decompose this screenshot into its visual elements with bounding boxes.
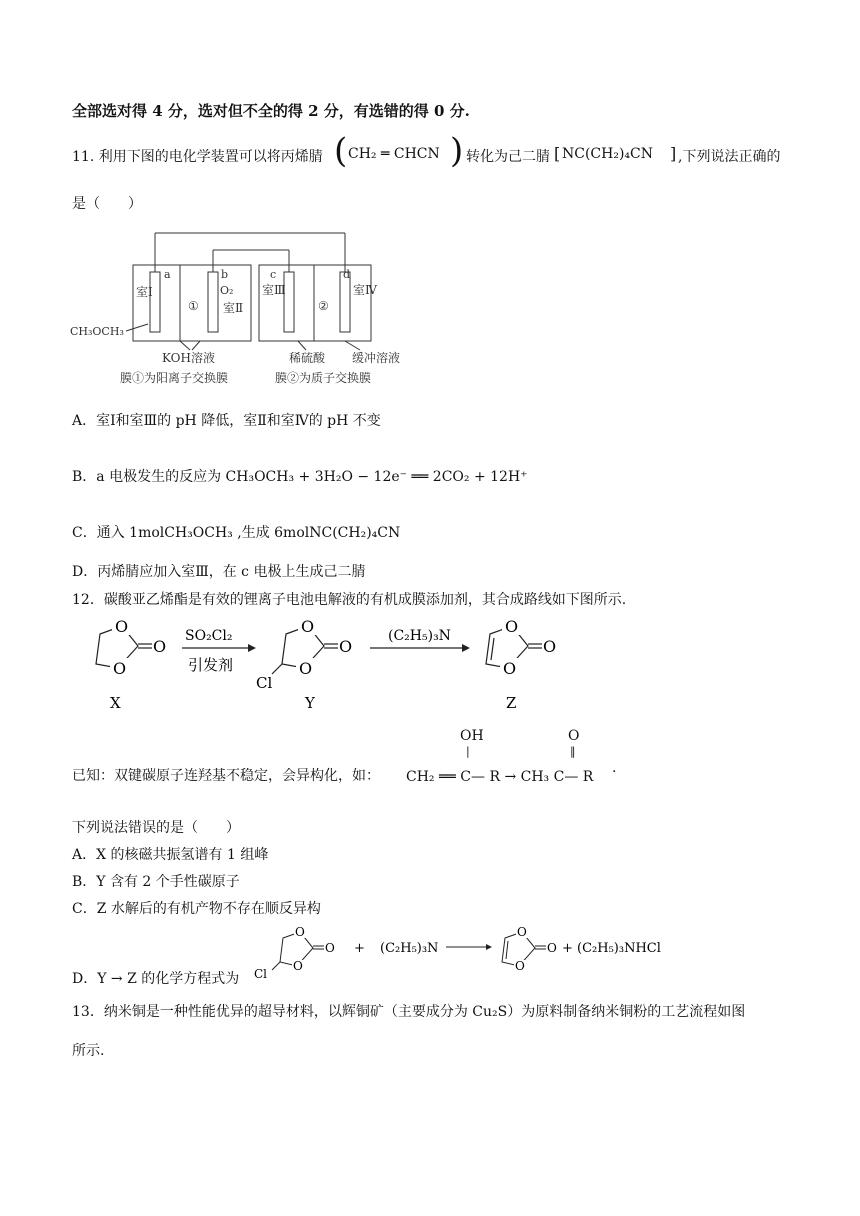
q12-question: 下列说法错误的是（ ） (72, 820, 240, 836)
reagent-1-bottom: 引发剂 (188, 656, 234, 674)
svg-text:O: O (325, 941, 335, 955)
room4-label: 室Ⅳ (353, 283, 377, 297)
z-o-bottom: O (503, 659, 517, 678)
q12-option-d-prefix: D．Y → Z 的化学方程式为 (72, 971, 240, 987)
label-d: d (343, 268, 351, 281)
membrane1-label: ① (188, 299, 199, 313)
h2so4-label: 稀硫酸 (289, 351, 326, 365)
molecule-y (256, 617, 352, 712)
molecule-z (486, 617, 556, 712)
d-plus: + (354, 941, 365, 956)
room2-label: 室Ⅱ (223, 301, 244, 315)
electrode-d (340, 272, 350, 332)
label-c: c (270, 268, 277, 281)
q11-reactant: CH₂ ═ CHCN (348, 146, 440, 162)
d-molecule-z (502, 925, 557, 973)
svg-text:O: O (295, 925, 305, 939)
membrane1-note: 膜①为阳离子交换膜 (120, 371, 229, 385)
arrow-1-head (248, 644, 256, 652)
buffer-pointer (345, 341, 360, 350)
synthesis-scheme (70, 612, 590, 722)
q12-option-c: C．Z 水解后的有机产物不存在顺反异构 (72, 901, 321, 917)
svg-text:O: O (515, 959, 525, 973)
d-reagent: (C₂H₅)₃N (380, 941, 439, 956)
reagent-2-top: (C₂H₅)₃N (388, 628, 451, 644)
y-o-bottom: O (299, 659, 313, 678)
q12-option-b: B．Y 含有 2 个手性碳原子 (72, 874, 240, 890)
q11-paren-open: ( (334, 131, 348, 171)
room1-label: 室Ⅰ (136, 285, 153, 299)
y-cl: Cl (256, 674, 273, 692)
q12-known-end: . (612, 760, 617, 776)
q12-intro: 12．碳酸亚乙烯酯是有效的锂离子电池电解液的有机成膜添加剂，其合成路线如下图所示. (72, 592, 627, 608)
q12-option-a: A．X 的核磁共振氢谱有 1 组峰 (72, 847, 269, 863)
koh-pointer-2 (192, 341, 200, 350)
q11-paren-close: ) (450, 131, 464, 171)
known-bond-2: ‖ (570, 745, 576, 758)
q11-option-b: B．a 电极发生的反应为 CH₃OCH₃ + 3H₂O − 12e⁻ ══ 2CO₂ + 12H⁺ (72, 469, 528, 485)
label-z: Z (506, 694, 517, 712)
d-cl: Cl (254, 967, 268, 981)
q12-known-prefix: 已知：双键碳原子连羟基不稳定，会异构化，如： (72, 768, 380, 784)
x-o-carbonyl: O (153, 637, 167, 656)
q12-known-eq: CH₂ ══ C— R → CH₃ C— R (406, 769, 594, 785)
koh-label: KOH溶液 (162, 351, 215, 365)
q11-intro: 11. 利用下图的电化学装置可以将丙烯腈 (72, 149, 323, 165)
q11-option-d: D．丙烯腈应加入室Ⅲ，在 c 电极上生成己二腈 (72, 564, 366, 580)
electrode-b (208, 272, 218, 332)
label-b: b (221, 268, 229, 281)
o2-label: O₂ (220, 284, 234, 297)
reagent-1-top: SO₂Cl₂ (185, 628, 233, 644)
feed-arrow (126, 324, 148, 331)
electrochem-diagram (70, 228, 420, 393)
acid-pointer (298, 341, 306, 350)
known-o: O (568, 728, 580, 744)
label-x: X (110, 694, 121, 712)
membrane2-note: 膜②为质子交换膜 (275, 371, 372, 385)
svg-text:O: O (517, 925, 527, 939)
svg-text:O: O (547, 941, 557, 955)
known-bond-1: | (466, 745, 470, 758)
d-molecule-y (254, 925, 335, 981)
d-arrow-head (486, 944, 492, 950)
q11-bracket-open: [ (554, 144, 561, 163)
y-o-carbonyl: O (339, 637, 353, 656)
z-o-carbonyl: O (543, 637, 557, 656)
q11-convert: 转化为己二腈 (466, 149, 550, 165)
electrode-a (150, 272, 160, 332)
q13-line2: 所示. (72, 1043, 105, 1059)
room3-label: 室Ⅲ (262, 283, 286, 297)
feed-label: CH₃OCH₃ (70, 325, 124, 338)
x-o-top: O (115, 617, 129, 636)
q13-line1: 13．纳米铜是一种性能优异的超导材料，以辉铜矿（主要成分为 Cu₂S）为原料制备纳米铜粉的工艺流程如图 (72, 1004, 746, 1020)
scoring-note: 全部选对得 4 分，选对但不全的得 2 分，有选错的得 0 分. (72, 102, 470, 120)
known-oh: OH (460, 728, 484, 744)
q11-option-c: C．通入 1molCH₃OCH₃ ,生成 6molNC(CH₂)₄CN (72, 525, 401, 541)
buffer-label: 缓冲溶液 (352, 351, 401, 365)
q11-line2: 是（ ） (72, 196, 142, 212)
label-a: a (164, 268, 171, 281)
molecule-x (96, 617, 166, 712)
q11-bracket-close: ] (670, 144, 677, 163)
q11-option-a: A．室Ⅰ和室Ⅲ的 pH 降低，室Ⅱ和室Ⅳ的 pH 不变 (72, 413, 381, 429)
svg-text:O: O (293, 959, 303, 973)
membrane2-label: ② (318, 299, 329, 313)
x-o-bottom: O (113, 659, 127, 678)
option-d-equation (250, 922, 680, 984)
y-o-top: O (301, 617, 315, 636)
q11-tail: ,下列说法正确的 (678, 149, 781, 165)
label-y: Y (305, 694, 315, 712)
electrode-c (284, 272, 294, 332)
arrow-2-head (462, 644, 470, 652)
d-product2: + (C₂H₅)₃NHCl (562, 941, 661, 956)
q11-product: NC(CH₂)₄CN (562, 146, 653, 162)
koh-pointer-1 (180, 341, 190, 350)
z-o-top: O (505, 617, 519, 636)
